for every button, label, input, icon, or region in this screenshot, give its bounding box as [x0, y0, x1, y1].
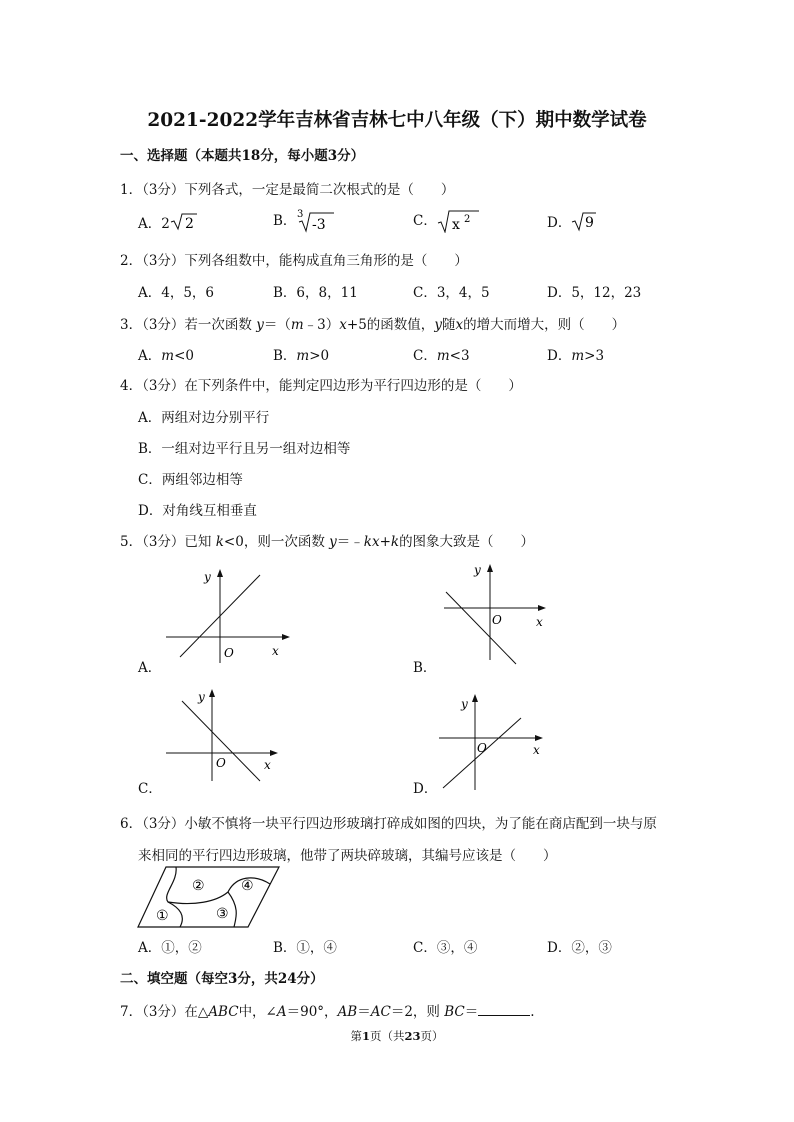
- question-7-stem: [120, 1000, 535, 1020]
- q4-option-b: B．一组对边平行且另一组对边相等: [138, 441, 351, 457]
- q3-var-y: y: [256, 317, 264, 333]
- q5-option-a-label: A．: [138, 660, 162, 676]
- q4-option-d: D．对角线互相垂直: [138, 503, 257, 519]
- q5-b-label-origin: O: [492, 613, 502, 627]
- q5-b-label-x: x: [536, 615, 543, 629]
- q5-b-label-y: y: [474, 563, 481, 577]
- q7-var-abc: ABC: [208, 1004, 239, 1020]
- q1-option-b: [273, 207, 336, 233]
- question-2-stem: 2．（3分）下列各组数中，能构成直角三角形的是（ ）: [120, 253, 468, 269]
- q5-var-y: y: [329, 534, 337, 550]
- q5-graph-d: [425, 688, 555, 792]
- q5-c-label-x: x: [264, 758, 271, 772]
- q7-text-5: ＝2，则: [390, 1004, 445, 1020]
- footer-total-pages: 23: [404, 1029, 421, 1043]
- q5-c-label-origin: O: [216, 756, 226, 770]
- q7-answer-blank[interactable]: [478, 1003, 530, 1016]
- q3-option-b-var: m: [296, 348, 310, 364]
- q5-b-graph-line: [446, 592, 516, 664]
- q7-var-bc: BC: [444, 1004, 465, 1020]
- footer-text-3: 页）: [420, 1029, 444, 1043]
- q3-option-d: [547, 344, 604, 364]
- q2-option-c: C．3，4，5: [413, 285, 490, 301]
- q6-crack-lower: [228, 892, 236, 927]
- q1-option-c: [413, 207, 481, 233]
- q1-option-d: [547, 210, 597, 232]
- section-heading-fill: 二、填空题（每空3分，共24分）: [120, 971, 324, 987]
- q5-d-label-origin: O: [477, 741, 487, 755]
- q6-option-d: D．②，③: [547, 940, 612, 956]
- q2-option-d: D．5，12，23: [547, 285, 642, 301]
- q5-a-label-origin: O: [224, 646, 234, 660]
- q7-var-ab: AB: [337, 1004, 358, 1020]
- q3-text-4: +5的函数值，: [346, 317, 435, 333]
- q5-c-label-y: y: [198, 690, 205, 704]
- q3-option-d-rel: >3: [584, 348, 605, 364]
- q7-text-1: 7．（3分）在△: [120, 1004, 209, 1020]
- q5-b-x-arrow: [538, 605, 546, 611]
- q3-option-b: [273, 344, 329, 364]
- q5-var-k-2: k: [390, 534, 400, 550]
- q3-option-a-rel: <0: [174, 348, 194, 364]
- q5-graph-b: [410, 560, 560, 670]
- page-footer: [0, 1028, 794, 1044]
- q5-d-x-arrow: [535, 735, 543, 741]
- footer-page-number: 1: [361, 1029, 370, 1043]
- svg-text:2: 2: [463, 214, 471, 225]
- q6-option-c: C．③，④: [413, 940, 478, 956]
- q3-option-c-label: C．: [413, 348, 437, 364]
- q5-c-y-arrow: [209, 689, 215, 697]
- q3-var-x: x: [339, 317, 347, 333]
- q3-var-y-2: y: [434, 317, 442, 333]
- q3-text-3: ﹣3）: [303, 317, 340, 333]
- q5-graph-a: [160, 565, 300, 665]
- q3-option-b-rel: >0: [309, 348, 330, 364]
- q3-var-x-2: x: [455, 317, 464, 333]
- q3-option-a: [138, 344, 194, 364]
- q3-text-6: 的增大而增大，则（ ）: [463, 317, 626, 333]
- svg-text:3: 3: [297, 209, 304, 220]
- q5-b-y-arrow: [487, 564, 493, 572]
- q1-option-d-label: D．: [547, 215, 572, 231]
- q3-option-c-rel: <3: [449, 348, 470, 364]
- q2-option-b: B．6，8，11: [273, 285, 358, 301]
- q1-option-c-expr: [437, 207, 481, 233]
- q3-var-m: m: [290, 317, 304, 333]
- q3-option-d-var: m: [571, 348, 585, 364]
- section-heading-choice: 一、选择题（本题共18分，每小题3分）: [120, 148, 365, 164]
- q1-option-a-label: A．: [138, 216, 162, 232]
- q6-piece-4: ④: [241, 878, 254, 894]
- q5-c-x-arrow: [270, 750, 278, 756]
- q6-piece-3: ③: [216, 906, 229, 922]
- q5-text-3: ＝﹣: [336, 534, 364, 550]
- q5-option-c-label: C．: [138, 781, 162, 797]
- q3-option-c-var: m: [436, 348, 450, 364]
- q1-option-a: [138, 212, 198, 232]
- q6-option-b: B．①，④: [273, 940, 337, 956]
- q6-parallelogram-figure: [136, 864, 284, 930]
- question-5-stem: [120, 530, 534, 550]
- q7-text-6: ＝: [464, 1004, 479, 1020]
- question-6-line-2: 来相同的平行四边形玻璃，他带了两块碎玻璃，其编号应该是（ ）: [138, 848, 557, 864]
- q7-text-2: 中，∠: [238, 1004, 277, 1020]
- q6-option-a: A．①，②: [138, 940, 202, 956]
- q7-text-4: ＝: [357, 1004, 371, 1020]
- q3-option-b-label: B．: [273, 348, 297, 364]
- q5-d-label-x: x: [533, 743, 540, 757]
- svg-text:x: x: [451, 217, 460, 233]
- q7-text-7: .: [530, 1004, 535, 1020]
- q3-option-a-label: A．: [138, 348, 162, 364]
- q5-a-y-arrow: [217, 569, 223, 577]
- q5-a-x-arrow: [282, 634, 290, 640]
- q5-text-1: 5．（3分）已知: [120, 534, 216, 550]
- svg-text:9: 9: [585, 215, 595, 231]
- svg-text:2: 2: [184, 216, 194, 232]
- question-6-line-1: 6．（3分）小敏不慎将一块平行四边形玻璃打碎成如图的四块，为了能在商店配到一块与原: [120, 816, 657, 832]
- q6-crack-left: [167, 867, 183, 927]
- q1-option-b-label: B．: [273, 213, 297, 229]
- q5-option-b-label: B．: [413, 660, 437, 676]
- question-4-stem: 4．（3分）在下列条件中，能判定四边形为平行四边形的是（ ）: [120, 378, 522, 394]
- q1-option-c-label: C．: [413, 213, 437, 229]
- q5-var-kx: kx: [363, 534, 380, 550]
- q3-option-d-label: D．: [547, 348, 572, 364]
- q5-text-2: <0，则一次函数: [223, 534, 330, 550]
- q5-d-y-arrow: [472, 694, 478, 702]
- q7-var-ac: AC: [370, 1004, 391, 1020]
- q4-option-a: A．两组对边分别平行: [138, 410, 270, 426]
- footer-text-1: 第: [350, 1029, 362, 1043]
- q7-text-3: ＝90°，: [286, 1004, 338, 1020]
- q5-plus: +: [379, 534, 391, 550]
- q1-option-d-expr: [571, 210, 597, 232]
- q3-option-a-var: m: [161, 348, 175, 364]
- q3-option-c: [413, 344, 470, 364]
- question-1-stem: 1．（3分）下列各式，一定是最简二次根式的是（ ）: [120, 182, 455, 198]
- footer-text-2: 页（共: [370, 1029, 405, 1043]
- q1-option-a-expr: 2 2: [161, 216, 198, 232]
- q5-graph-c: [160, 685, 290, 785]
- q5-d-label-y: y: [461, 697, 468, 711]
- q4-option-c: C．两组邻边相等: [138, 472, 243, 488]
- q3-text-2: ＝（: [263, 317, 291, 333]
- page-title: 2021-2022学年吉林省吉林七中八年级（下）期中数学试卷: [147, 110, 647, 131]
- svg-text:-3: -3: [312, 217, 327, 233]
- q7-var-a: A: [276, 1004, 287, 1020]
- q6-piece-2: ②: [192, 878, 205, 894]
- q6-piece-1: ①: [156, 908, 169, 924]
- q5-text-4: 的图象大致是（ ）: [399, 534, 535, 550]
- q1-option-b-expr: [296, 207, 336, 233]
- q2-option-a: A．4，5，6: [138, 285, 215, 301]
- question-3-stem: [120, 313, 625, 333]
- q5-a-label-x: x: [272, 644, 279, 658]
- q5-var-k: k: [215, 534, 224, 550]
- q3-text-1: 3．（3分）若一次函数: [120, 317, 257, 333]
- q3-text-5: 随: [441, 317, 456, 333]
- q5-a-label-y: y: [204, 570, 211, 584]
- q5-option-d-label: D．: [413, 781, 438, 797]
